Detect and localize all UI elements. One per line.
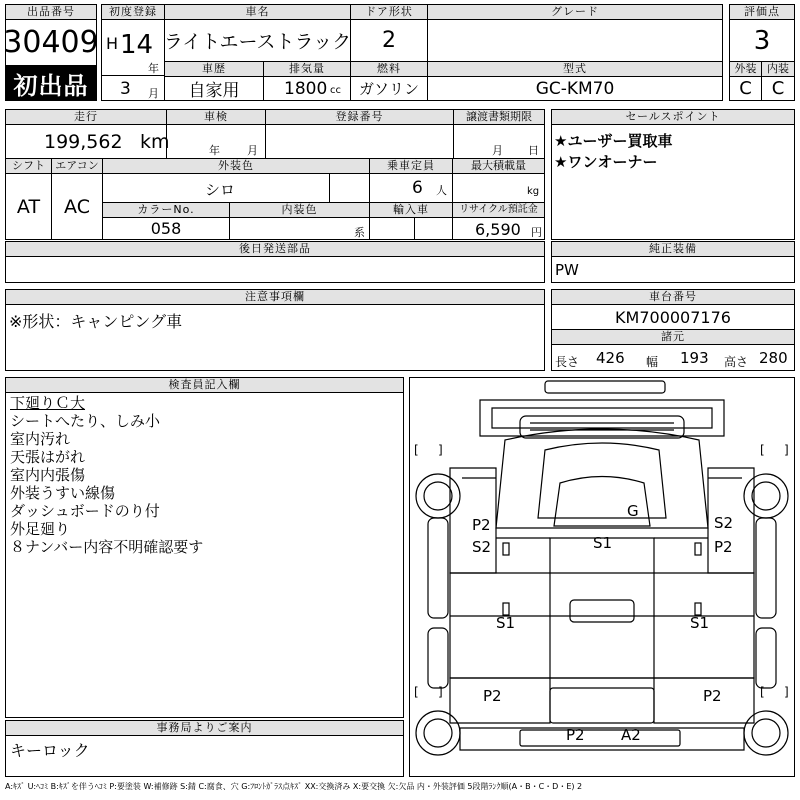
damage-mark-p2-rear-right: P2 bbox=[703, 687, 722, 705]
interior-color-unit: 系 bbox=[354, 226, 365, 239]
mileage-label: 走行 bbox=[5, 109, 167, 125]
registration-number-cell bbox=[265, 124, 454, 159]
car-name-cell bbox=[164, 19, 351, 62]
registration-month: 3 bbox=[120, 79, 131, 99]
bracket-right-bottom-close: ] bbox=[784, 685, 789, 699]
recycle-value: 6,590 bbox=[475, 220, 521, 239]
bracket-left-bottom: [ bbox=[414, 685, 419, 699]
damage-mark-g-hood: G bbox=[627, 502, 639, 520]
inspector-note-line: 室内汚れ bbox=[10, 430, 71, 448]
interior-color-cell bbox=[229, 217, 370, 240]
interior-color-label: 内装色 bbox=[229, 202, 370, 218]
displacement-cell bbox=[263, 76, 351, 101]
bracket-right-bottom: [ bbox=[760, 685, 765, 699]
vehicle-diagram bbox=[409, 377, 795, 777]
genuine-equipment-value: PW bbox=[555, 260, 579, 279]
history-cell bbox=[164, 76, 264, 101]
inspector-note-line: 下廻りＣ大 bbox=[10, 394, 86, 412]
recycle-cell bbox=[452, 217, 545, 240]
displacement-unit: cc bbox=[330, 85, 341, 96]
damage-mark-s2-front-right: S2 bbox=[714, 514, 734, 532]
damage-legend: A:ｷｽﾞ U:ﾍｺﾐ B:ｷｽﾞを伴うﾍｺﾐ P:要塗装 W:補修跡 S:錆 C:腐食、穴 G:ﾌﾛﾝﾄｶﾞﾗｽ点ｷｽﾞ XX:交換済み X:要交換 欠:欠品 内・外装評価 5段階ﾗﾝｸ順(A・B・C・D・E) 2 bbox=[5, 782, 583, 791]
sales-point-item: ★ユーザー買取車 bbox=[554, 132, 673, 150]
exterior-color-label: 外装色 bbox=[102, 158, 370, 174]
transfer-deadline-cell bbox=[453, 124, 545, 159]
specs-cell bbox=[551, 344, 795, 371]
interior-grade-label: 内装 bbox=[761, 61, 795, 77]
height-label: 高さ bbox=[724, 355, 749, 369]
damage-mark-s1-right: S1 bbox=[690, 614, 710, 632]
sales-points-label: セールスポイント bbox=[551, 109, 795, 125]
first-listing-text: 初出品 bbox=[13, 72, 89, 100]
era-code: H bbox=[106, 34, 119, 53]
capacity-label: 乗車定員 bbox=[369, 158, 453, 174]
fuel-cell bbox=[350, 76, 428, 101]
ac-value: AC bbox=[64, 195, 90, 218]
office-notice-value: キーロック bbox=[10, 741, 90, 760]
shift-cell bbox=[5, 173, 52, 240]
office-notice-label: 事務局よりご案内 bbox=[5, 720, 404, 736]
interior-grade: C bbox=[771, 78, 785, 99]
model-label: 型式 bbox=[427, 61, 723, 77]
damage-mark-s1-center: S1 bbox=[593, 534, 613, 552]
first-registration-year-cell bbox=[101, 19, 165, 76]
length-value: 426 bbox=[596, 349, 625, 367]
inspection-label: 車検 bbox=[166, 109, 266, 125]
genuine-equipment-cell bbox=[551, 256, 795, 283]
inspector-note-line: 天張はがれ bbox=[10, 448, 86, 466]
genuine-equipment-label: 純正装備 bbox=[551, 241, 795, 257]
color-number-cell bbox=[102, 217, 230, 240]
inspection-cell bbox=[166, 124, 266, 159]
fuel-value: ガソリン bbox=[358, 80, 419, 98]
ac-label: エアコン bbox=[51, 158, 103, 174]
specs-label: 諸元 bbox=[551, 329, 795, 345]
first-listing-badge bbox=[5, 66, 97, 101]
door-cell bbox=[350, 19, 428, 62]
width-label: 幅 bbox=[646, 355, 659, 369]
first-registration-month-cell bbox=[101, 75, 165, 101]
color-number-label: カラーNo. bbox=[102, 202, 230, 218]
lot-number-cell bbox=[5, 19, 97, 66]
damage-mark-a2-rear: A2 bbox=[621, 726, 641, 744]
vehicle-diagram-drawing bbox=[410, 378, 794, 776]
import-label: 輸入車 bbox=[369, 202, 453, 218]
damage-mark-p2-front-right: P2 bbox=[714, 538, 733, 556]
grade-label: グレード bbox=[427, 4, 723, 20]
max-load-unit: kg bbox=[527, 186, 540, 197]
transfer-month-unit: 月 bbox=[492, 144, 503, 157]
inspection-month-unit: 月 bbox=[247, 144, 258, 157]
interior-grade-cell bbox=[761, 76, 795, 101]
mileage-cell bbox=[5, 124, 170, 159]
import-divider bbox=[414, 218, 415, 239]
width-value: 193 bbox=[680, 349, 709, 367]
chassis-number-label: 車台番号 bbox=[551, 289, 795, 305]
chassis-number-cell bbox=[551, 304, 795, 330]
score-cell bbox=[729, 19, 795, 62]
month-unit: 月 bbox=[148, 87, 159, 100]
displacement-value: 1800 bbox=[284, 79, 328, 99]
color-divider bbox=[329, 174, 330, 202]
car-name: ライトエーストラック bbox=[163, 31, 352, 53]
ac-cell bbox=[51, 173, 103, 240]
damage-mark-s1-left: S1 bbox=[496, 614, 516, 632]
fuel-label: 燃料 bbox=[350, 61, 428, 77]
door-label: ドア形状 bbox=[350, 4, 428, 20]
registration-year: 14 bbox=[120, 30, 154, 60]
bracket-left-top: [ bbox=[414, 443, 419, 457]
capacity-unit: 人 bbox=[436, 184, 447, 197]
bracket-left-top-close: ] bbox=[438, 443, 443, 457]
inspector-notes-label: 検査員記入欄 bbox=[5, 377, 404, 393]
door-value: 2 bbox=[382, 28, 396, 53]
sales-point-item: ★ワンオーナー bbox=[554, 153, 658, 171]
inspector-notes-cell bbox=[5, 392, 404, 718]
chassis-number-value: KM700007176 bbox=[615, 307, 731, 327]
shift-label: シフト bbox=[5, 158, 52, 174]
damage-mark-s2-front-left: S2 bbox=[472, 538, 492, 556]
history-label: 車歴 bbox=[164, 61, 264, 77]
import-cell bbox=[369, 217, 453, 240]
later-parts-cell bbox=[5, 256, 545, 283]
inspector-note-line: シートへたり、しみ小 bbox=[10, 412, 161, 430]
model-cell bbox=[427, 76, 723, 101]
car-name-label: 車名 bbox=[164, 4, 351, 20]
capacity-cell bbox=[369, 173, 453, 203]
notes-value: ※形状：キャンピング車 bbox=[9, 312, 183, 331]
inspector-note-line: ８ナンバー内容不明確認要す bbox=[10, 538, 204, 556]
exterior-grade-label: 外装 bbox=[729, 61, 762, 77]
displacement-label: 排気量 bbox=[263, 61, 351, 77]
transfer-day-unit: 日 bbox=[528, 144, 539, 157]
notes-label: 注意事項欄 bbox=[5, 289, 545, 305]
grade-cell bbox=[427, 19, 723, 62]
length-label: 長さ bbox=[555, 355, 580, 369]
exterior-grade-cell bbox=[729, 76, 762, 101]
exterior-color-cell bbox=[102, 173, 370, 203]
office-notice-cell bbox=[5, 735, 404, 777]
inspector-note-line: 室内内張傷 bbox=[10, 466, 86, 484]
exterior-color-value: シロ bbox=[205, 181, 236, 199]
damage-mark-p2-rear-left: P2 bbox=[483, 687, 502, 705]
max-load-label: 最大積載量 bbox=[452, 158, 545, 174]
mileage-unit: km bbox=[140, 131, 170, 153]
recycle-label: リサイクル預託金 bbox=[452, 202, 545, 218]
sales-points-cell bbox=[551, 124, 795, 240]
max-load-cell bbox=[452, 173, 545, 203]
shift-value: AT bbox=[16, 195, 41, 218]
score-label: 評価点 bbox=[729, 4, 795, 20]
model-value: GC-KM70 bbox=[535, 78, 615, 99]
exterior-grade: C bbox=[739, 78, 752, 99]
first-registration-label: 初度登録 bbox=[101, 4, 165, 20]
score-value: 3 bbox=[753, 25, 771, 56]
mileage-value: 199,562 bbox=[44, 131, 123, 153]
recycle-unit: 円 bbox=[531, 226, 542, 239]
inspection-year-unit: 年 bbox=[209, 144, 220, 157]
later-parts-label: 後日発送部品 bbox=[5, 241, 545, 257]
capacity-value: 6 bbox=[412, 178, 423, 198]
bracket-right-top-close: ] bbox=[784, 443, 789, 457]
lot-number-label: 出品番号 bbox=[5, 4, 97, 20]
inspector-note-line: 外装うすい線傷 bbox=[10, 484, 116, 502]
height-value: 280 bbox=[759, 349, 788, 367]
lot-number: 30409 bbox=[3, 25, 99, 60]
damage-mark-p2-rear: P2 bbox=[566, 726, 585, 744]
bracket-right-top: [ bbox=[760, 443, 765, 457]
color-number-value: 058 bbox=[150, 219, 182, 238]
registration-number-label: 登録番号 bbox=[265, 109, 454, 125]
inspector-note-line: 外足廻り bbox=[10, 520, 71, 538]
year-unit: 年 bbox=[148, 62, 159, 75]
history-value: 自家用 bbox=[188, 81, 240, 101]
inspector-note-line: ダッシュボードのり付 bbox=[10, 502, 160, 520]
bracket-left-bottom-close: ] bbox=[438, 685, 443, 699]
notes-cell bbox=[5, 304, 545, 371]
transfer-deadline-label: 譲渡書類期限 bbox=[453, 109, 545, 125]
damage-mark-p2-front-left: P2 bbox=[472, 516, 491, 534]
